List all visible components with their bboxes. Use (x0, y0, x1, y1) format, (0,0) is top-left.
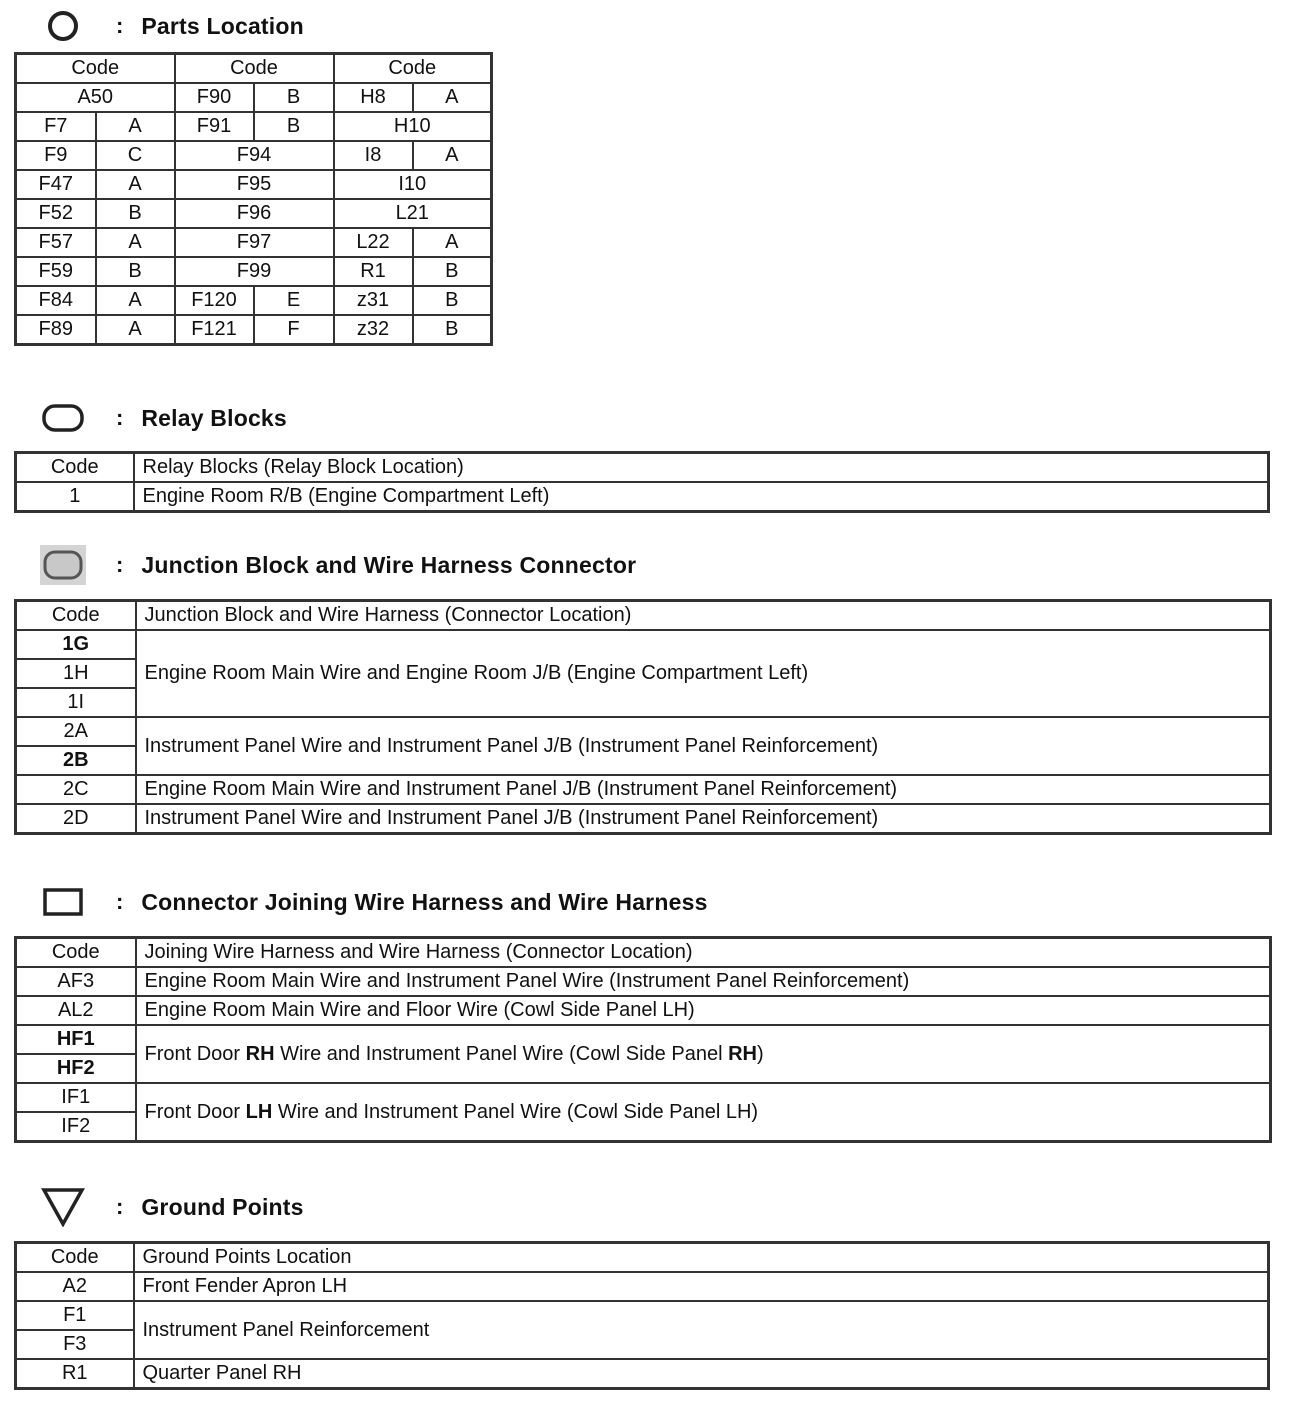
location-cell: A (413, 228, 492, 257)
rectangle-icon (40, 882, 86, 922)
location-cell: A (96, 286, 175, 315)
code-cell: z31 (334, 286, 413, 315)
location-cell: Engine Room Main Wire and Instrument Panel J/B (Instrument Panel Reinforcement) (136, 775, 1271, 804)
location-cell (136, 1083, 1271, 1142)
colon: : (116, 405, 124, 430)
code-cell: AL2 (16, 996, 136, 1025)
code-cell: H8 (334, 83, 413, 112)
code-cell: z32 (334, 315, 413, 345)
table-row (16, 112, 492, 141)
location-cell: B (413, 257, 492, 286)
location-cell (136, 1025, 1271, 1083)
table-header-row (16, 601, 1271, 631)
location-cell: Instrument Panel Wire and Instrument Panel J/B (Instrument Panel Reinforcement) (136, 804, 1271, 834)
location-cell: A (413, 141, 492, 170)
code-cell: L22 (334, 228, 413, 257)
code-cell: HF2 (16, 1054, 136, 1083)
parts-location-table (14, 52, 493, 346)
desc-emphasis: RH (728, 1042, 757, 1065)
code-cell: A2 (16, 1272, 134, 1301)
code-cell: R1 (334, 257, 413, 286)
header-cell: Junction Block and Wire Harness (Connector Location) (136, 601, 1271, 631)
code-cell: F97 (175, 228, 334, 257)
location-cell: C (96, 141, 175, 170)
colon: : (116, 13, 124, 38)
table-row (16, 775, 1271, 804)
code-cell: F57 (16, 228, 96, 257)
shaded-rounded-rectangle-icon (40, 545, 86, 585)
code-cell: IF1 (16, 1083, 136, 1112)
header-cell: Code (175, 54, 334, 84)
table-row (16, 630, 1271, 659)
table-row (16, 1025, 1271, 1054)
table-header-row (16, 453, 1269, 483)
triangle-icon (40, 1187, 86, 1227)
table-row (16, 1083, 1271, 1112)
colon: : (116, 1194, 124, 1219)
ground-points-header (40, 1187, 304, 1227)
location-cell: Quarter Panel RH (134, 1359, 1269, 1389)
table-row (16, 1272, 1269, 1301)
code-cell: F3 (16, 1330, 134, 1359)
code-cell: F91 (175, 112, 254, 141)
code-cell: A50 (16, 83, 175, 112)
desc-text: Wire and Instrument Panel Wire (Cowl Side Panel LH) (272, 1100, 759, 1123)
connector-joining-table (14, 936, 1272, 1143)
header-cell: Relay Blocks (Relay Block Location) (134, 453, 1269, 483)
location-cell: Engine Room R/B (Engine Compartment Left) (134, 482, 1269, 512)
code-cell: 1I (16, 688, 136, 717)
section-title: Junction Block and Wire Harness Connector (141, 551, 637, 578)
table-header-row (16, 54, 492, 84)
code-cell: F1 (16, 1301, 134, 1330)
colon: : (116, 552, 124, 577)
location-cell: Engine Room Main Wire and Instrument Panel Wire (Instrument Panel Reinforcement) (136, 967, 1271, 996)
table-row (16, 1359, 1269, 1389)
header-cell: Ground Points Location (134, 1243, 1269, 1273)
location-cell: Instrument Panel Reinforcement (134, 1301, 1269, 1359)
table-row (16, 199, 492, 228)
table-row (16, 804, 1271, 834)
junction-block-header (40, 545, 636, 585)
ground-points-table (14, 1241, 1270, 1390)
code-cell: 1 (16, 482, 134, 512)
junction-block-table (14, 599, 1272, 835)
table-row (16, 141, 492, 170)
code-cell: 1G (16, 630, 136, 659)
location-cell: Instrument Panel Wire and Instrument Panel J/B (Instrument Panel Reinforcement) (136, 717, 1271, 775)
rounded-rectangle-icon (40, 398, 86, 438)
location-cell: B (413, 315, 492, 345)
header-cell: Code (16, 601, 136, 631)
table-row (16, 717, 1271, 746)
colon: : (116, 889, 124, 914)
code-cell: AF3 (16, 967, 136, 996)
code-cell: F59 (16, 257, 96, 286)
code-cell: H10 (334, 112, 492, 141)
section-title: Relay Blocks (141, 404, 287, 431)
table-header-row (16, 1243, 1269, 1273)
location-cell: A (96, 315, 175, 345)
code-cell: I8 (334, 141, 413, 170)
code-cell: 2C (16, 775, 136, 804)
table-row (16, 257, 492, 286)
code-cell: F95 (175, 170, 334, 199)
code-cell: R1 (16, 1359, 134, 1389)
desc-text: ) (756, 1042, 764, 1065)
table-row (16, 228, 492, 257)
location-cell: A (96, 112, 175, 141)
circle-icon (40, 6, 86, 46)
code-cell: F99 (175, 257, 334, 286)
location-cell: B (96, 257, 175, 286)
table-row (16, 1301, 1269, 1330)
table-row (16, 286, 492, 315)
table-row (16, 996, 1271, 1025)
code-cell: HF1 (16, 1025, 136, 1054)
desc-text: Wire and Instrument Panel Wire (Cowl Side Panel (274, 1042, 729, 1065)
code-cell: F94 (175, 141, 334, 170)
connector-joining-header (40, 882, 708, 922)
section-title: Connector Joining Wire Harness and Wire Harness (141, 888, 708, 915)
code-cell: 2B (16, 746, 136, 775)
code-cell: F121 (175, 315, 254, 345)
location-cell: Engine Room Main Wire and Engine Room J/B (Engine Compartment Left) (136, 630, 1271, 717)
desc-text: Front Door (144, 1100, 246, 1123)
location-cell: A (96, 170, 175, 199)
location-cell: B (96, 199, 175, 228)
table-row (16, 83, 492, 112)
table-row (16, 967, 1271, 996)
table-row (16, 315, 492, 345)
code-cell: I10 (334, 170, 492, 199)
location-cell: A (413, 83, 492, 112)
code-cell: F9 (16, 141, 96, 170)
code-cell: F7 (16, 112, 96, 141)
header-cell: Code (16, 54, 175, 84)
code-cell: 2A (16, 717, 136, 746)
section-title: Ground Points (141, 1193, 304, 1220)
section-title: Parts Location (141, 12, 304, 39)
code-cell: F47 (16, 170, 96, 199)
desc-text: Front Door (144, 1042, 246, 1065)
table-row (16, 170, 492, 199)
header-cell: Code (16, 453, 134, 483)
table-header-row (16, 938, 1271, 968)
location-cell: B (413, 286, 492, 315)
location-cell: F (254, 315, 334, 345)
desc-emphasis: RH (245, 1042, 275, 1065)
parts-location-header (40, 6, 304, 46)
location-cell: B (254, 83, 334, 112)
desc-emphasis: LH (245, 1100, 273, 1123)
code-cell: F90 (175, 83, 254, 112)
code-cell: 1H (16, 659, 136, 688)
code-cell: F89 (16, 315, 96, 345)
location-cell: Engine Room Main Wire and Floor Wire (Cowl Side Panel LH) (136, 996, 1271, 1025)
header-cell: Code (16, 938, 136, 968)
code-cell: 2D (16, 804, 136, 834)
location-cell: B (254, 112, 334, 141)
relay-blocks-table (14, 451, 1270, 513)
code-cell: F96 (175, 199, 334, 228)
code-cell: L21 (334, 199, 492, 228)
header-cell: Code (16, 1243, 134, 1273)
code-cell: F120 (175, 286, 254, 315)
location-cell: E (254, 286, 334, 315)
relay-blocks-header (40, 398, 287, 438)
code-cell: F84 (16, 286, 96, 315)
location-cell: Front Fender Apron LH (134, 1272, 1269, 1301)
location-cell: A (96, 228, 175, 257)
code-cell: F52 (16, 199, 96, 228)
code-cell: IF2 (16, 1112, 136, 1142)
header-cell: Joining Wire Harness and Wire Harness (Connector Location) (136, 938, 1271, 968)
header-cell: Code (334, 54, 492, 84)
table-row (16, 482, 1269, 512)
